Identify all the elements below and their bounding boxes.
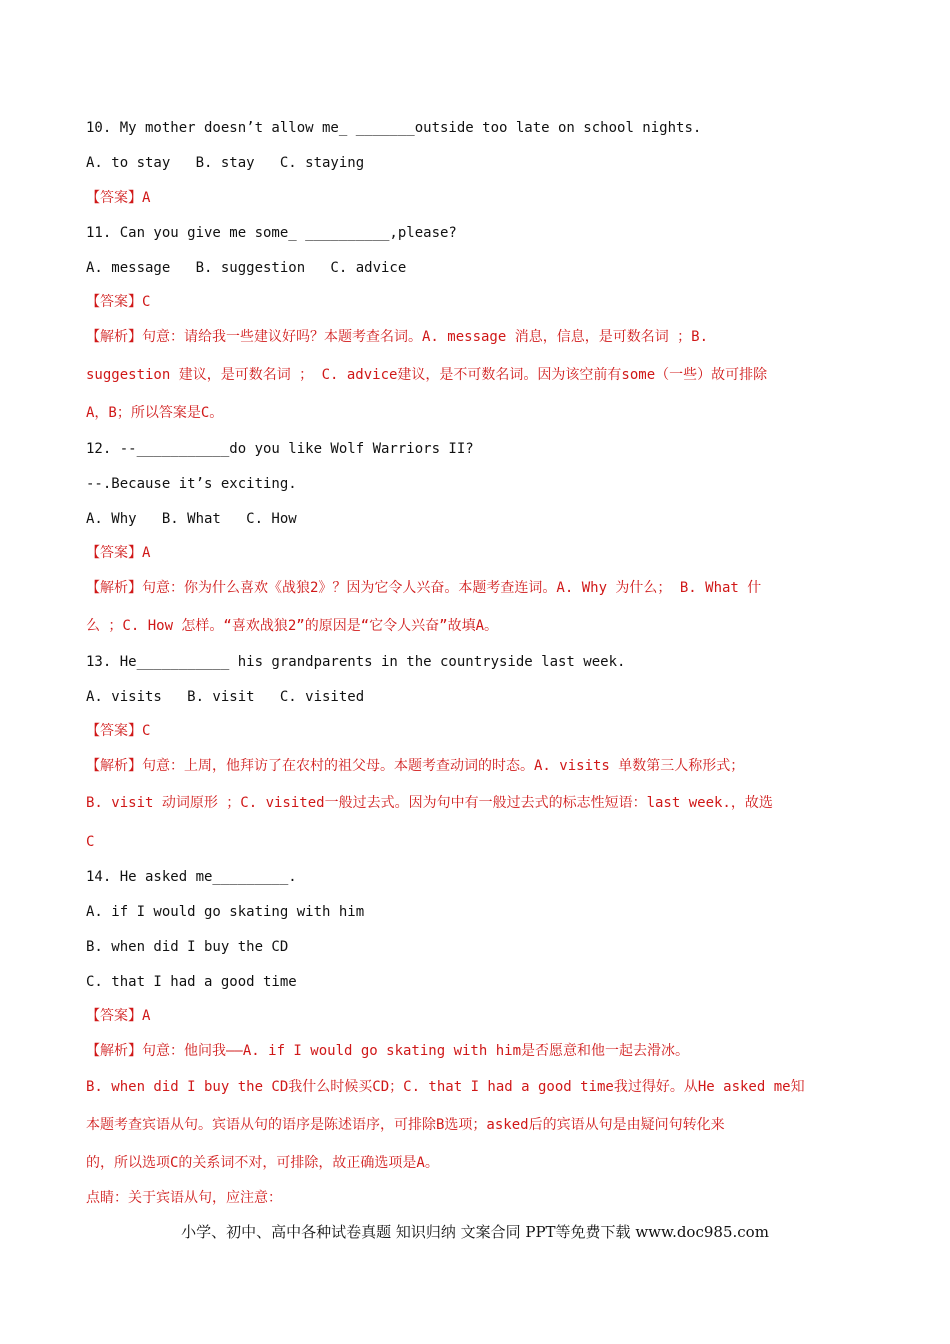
question-12-options: A. Why B. What C. How [86, 511, 297, 527]
question-11-analysis-line-1: 【解析】句意：请给我一些建议好吗？本题考查名词。A. message 消息，信息，是可数名词 ；B. [86, 329, 708, 345]
question-14-stem: 14. He asked me_________. [86, 869, 297, 885]
question-10-stem: 10. My mother doesn’t allow me_ _______outside too late on school nights. [86, 120, 702, 136]
key-point-note: 点睛：关于宾语从句，应注意： [86, 1190, 282, 1206]
question-11-stem: 11. Can you give me some_ __________,please? [86, 225, 457, 241]
question-14-analysis-line-4: 的，所以选项C的关系词不对，可排除，故正确选项是A。 [86, 1155, 439, 1171]
question-12-reply: --.Because it’s exciting. [86, 476, 297, 492]
question-14-option-a: A. if I would go skating with him [86, 904, 365, 920]
page-footer: 小学、初中、高中各种试卷真题 知识归纳 文案合同 PPT等免费下载 www.doc985.com [181, 1223, 769, 1241]
question-12-stem: 12. --___________do you like Wolf Warriors II? [86, 441, 474, 457]
question-13-analysis-line-3: C [86, 834, 95, 850]
question-13-stem: 13. He___________ his grandparents in the countryside last week. [86, 654, 626, 670]
question-10-options: A. to stay B. stay C. staying [86, 155, 365, 171]
question-13-options: A. visits B. visit C. visited [86, 689, 365, 705]
question-13-analysis-line-1: 【解析】句意：上周，他拜访了在农村的祖父母。本题考查动词的时态。A. visits 单数第三人称形式； [86, 758, 745, 774]
question-11-analysis-line-2: suggestion 建议，是可数名词 ； C. advice建议，是不可数名词。因为该空前有some（一些）故可排除 [86, 367, 768, 383]
question-14-answer: 【答案】A [86, 1008, 151, 1024]
question-11-options: A. message B. suggestion C. advice [86, 260, 407, 276]
question-10-answer: 【答案】A [86, 190, 151, 206]
question-14-analysis-line-2: B. when did I buy the CD我什么时候买CD；C. that I had a good time我过得好。从He asked me知 [86, 1079, 805, 1095]
question-11-analysis-line-3: A，B；所以答案是C。 [86, 405, 224, 421]
question-12-analysis-line-1: 【解析】句意：你为什么喜欢《战狼2》？因为它令人兴奋。本题考查连词。A. Why 为什么； B. What 什 [86, 580, 762, 596]
question-12-analysis-line-2: 么 ；C. How 怎样。“喜欢战狼2”的原因是“它令人兴奋”故填A。 [86, 618, 499, 634]
question-11-answer: 【答案】C [86, 294, 151, 310]
question-14-option-b: B. when did I buy the CD [86, 939, 289, 955]
question-14-analysis-line-3: 本题考查宾语从句。宾语从句的语序是陈述语序，可排除B选项；asked后的宾语从句是由疑问句转化来 [86, 1117, 725, 1133]
question-14-option-c: C. that I had a good time [86, 974, 297, 990]
question-12-answer: 【答案】A [86, 545, 151, 561]
question-13-answer: 【答案】C [86, 723, 151, 739]
question-14-analysis-line-1: 【解析】句意：他问我——A. if I would go skating with him是否愿意和他一起去滑冰。 [86, 1043, 690, 1059]
question-13-analysis-line-2: B. visit 动词原形 ；C. visited一般过去式。因为句中有一般过去式的标志性短语：last week.，故选 [86, 795, 773, 811]
